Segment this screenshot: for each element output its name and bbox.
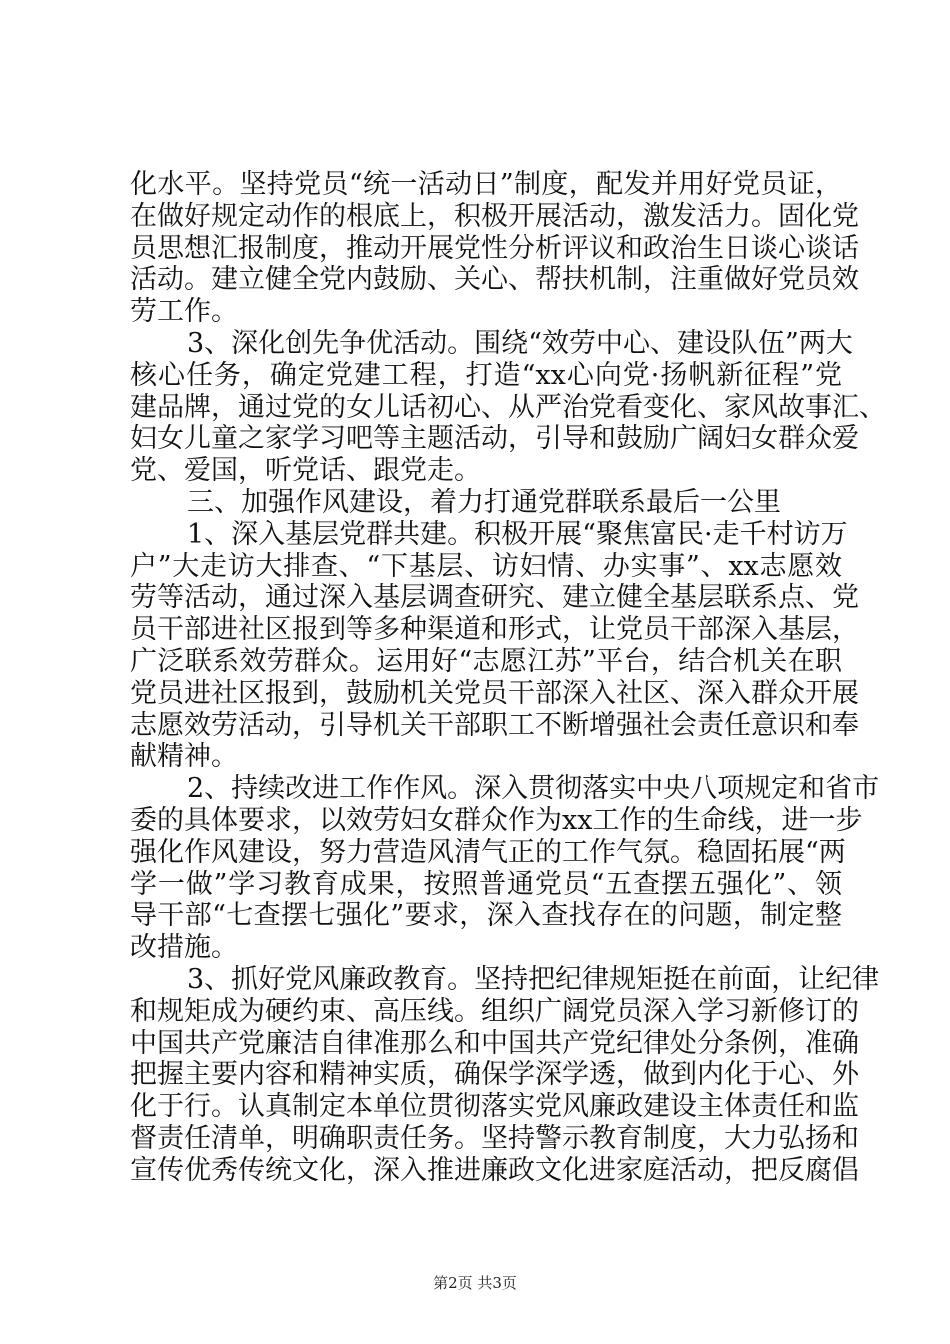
text-line: 1、深入基层党群共建。积极开展“聚焦富民·走千村访万 [187, 518, 848, 550]
text-line: 中国共产党廉洁自律准那么和中国共产党纪律处分条例，准确 [130, 1027, 859, 1059]
text-line: 委的具体要求，以效劳妇女群众作为xx工作的生命线，进一步 [130, 804, 863, 836]
text-line: 户”大走访大排查、“下基层、访妇情、办实事”、xx志愿效 [130, 550, 842, 582]
text-line: 献精神。 [130, 741, 238, 773]
text-line: 和规矩成为硬约束、高压线。组织广阔党员深入学习新修订的 [130, 995, 859, 1027]
text-line: 建品牌，通过党的女儿话初心、从严治党看变化、家风故事汇、 [130, 391, 886, 423]
text-line: 强化作风建设，努力营造风清气正的工作气氛。稳固拓展“两 [130, 836, 846, 868]
text-line: 化于行。认真制定本单位贯彻落实党风廉政建设主体责任和监 [130, 1091, 859, 1123]
paragraph [130, 518, 859, 773]
text-line: 党、爱国，听党话、跟党走。 [130, 455, 481, 487]
text-line: 督责任清单，明确职责任务。坚持警示教育制度，大力弘扬和 [130, 1122, 859, 1154]
text-line: 核心任务，确定党建工程，打造“xx心向党·扬帆新征程”党 [130, 359, 842, 391]
text-line: 把握主要内容和精神实质，确保学深学透，做到内化于心、外 [130, 1059, 859, 1091]
page-footer: 第2页 共3页 [433, 1274, 517, 1292]
text-line: 员思想汇报制度，推动开展党性分析评议和政治生日谈心谈话 [130, 232, 859, 264]
text-line: 三、加强作风建设，着力打通党群联系最后一公里 [187, 486, 781, 518]
text-line: 员干部进社区报到等多种渠道和形式，让党员干部深入基层， [130, 614, 859, 646]
text-line: 3、深化创先争优活动。围绕“效劳中心、建设队伍”两大 [187, 327, 853, 359]
paragraph [130, 773, 880, 964]
text-line: 在做好规定动作的根底上，积极开展活动，激发活力。固化党 [130, 200, 859, 232]
text-line: 志愿效劳活动，引导机关干部职工不断增强社会责任意识和奉 [130, 709, 859, 741]
text-line: 3、抓好党风廉政教育。坚持把纪律规矩挺在前面，让纪律 [187, 963, 880, 995]
text-line: 宣传优秀传统文化，深入推进廉政文化进家庭活动，把反腐倡 [130, 1154, 859, 1186]
text-line: 改措施。 [130, 932, 238, 964]
text-line: 广泛联系效劳群众。运用好“志愿江苏”平台，结合机关在职 [130, 645, 842, 677]
text-line: 学一做”学习教育成果，按照普通党员“五查摆五强化”、领 [130, 868, 842, 900]
paragraph [130, 487, 842, 519]
text-line: 导干部“七查摆七强化”要求，深入查找存在的问题，制定整 [130, 900, 842, 932]
text-line: 妇女儿童之家学习吧等主题活动，引导和鼓励广阔妇女群众爱 [130, 423, 859, 455]
document-body [130, 169, 886, 1187]
paragraph [130, 169, 859, 328]
text-line: 化水平。坚持党员“统一活动日”制度，配发并用好党员证， [130, 169, 842, 200]
text-line: 劳工作。 [130, 296, 238, 328]
text-line: 活动。建立健全党内鼓励、关心、帮扶机制，注重做好党员效 [130, 264, 859, 296]
paragraph [130, 327, 886, 487]
text-line: 2、持续改进工作作风。深入贯彻落实中央八项规定和省市 [187, 773, 880, 805]
text-line: 党员进社区报到，鼓励机关党员干部深入社区、深入群众开展 [130, 677, 859, 709]
paragraph [130, 963, 880, 1187]
text-line: 劳等活动，通过深入基层调查研究、建立健全基层联系点、党 [130, 582, 859, 614]
